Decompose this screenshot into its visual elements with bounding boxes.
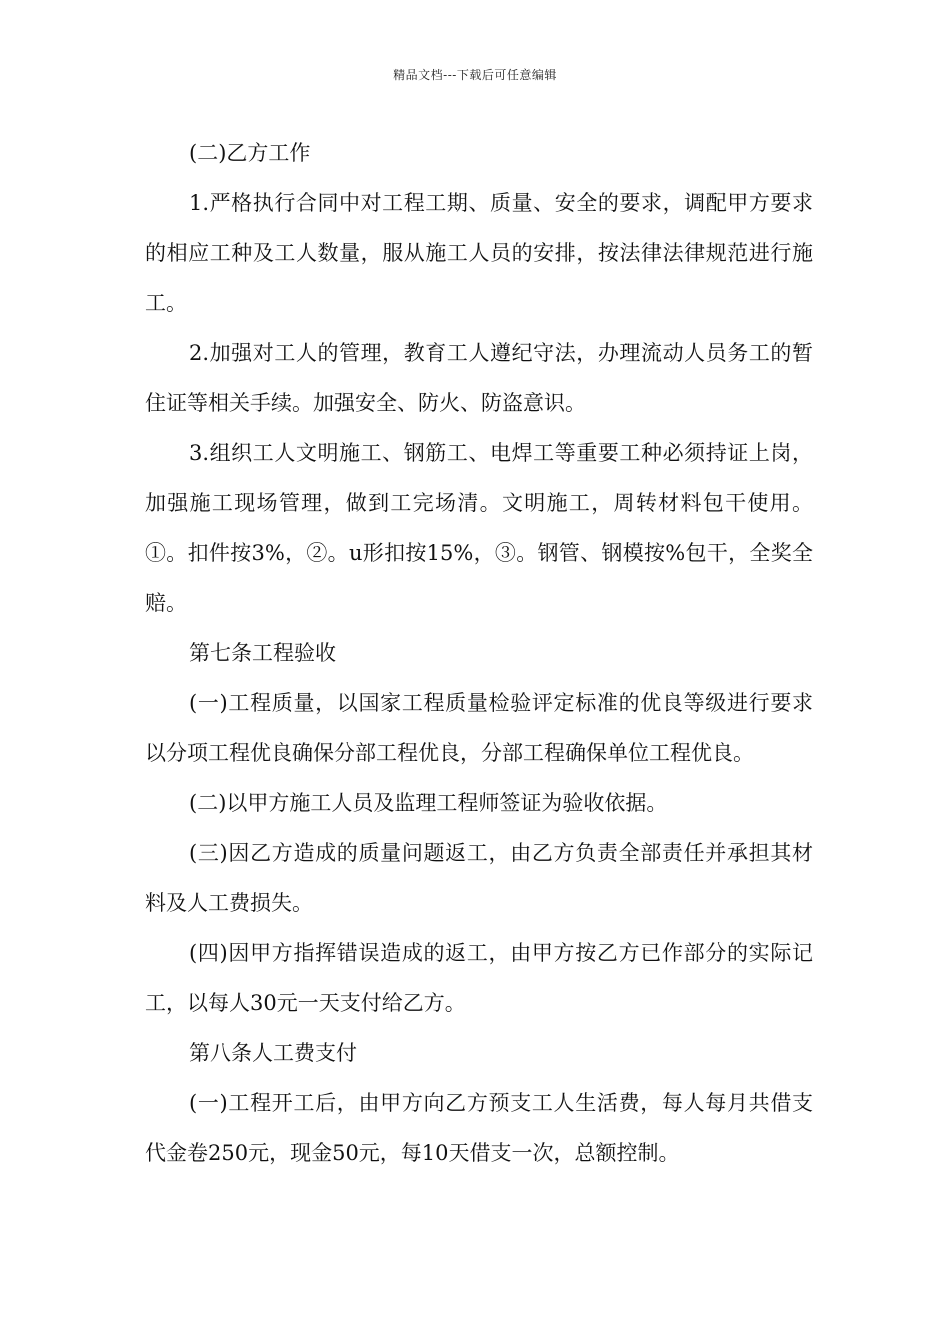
page-header: 精品文档---下载后可任意编辑 [393,68,557,82]
paragraph: (一)工程质量，以国家工程质量检验评定标准的优良等级进行要求以分项工程优良确保分部工程优良，分部工程确保单位工程优良。 [145,691,813,765]
article-heading: 第八条人工费支付 [189,1041,357,1065]
paragraph: 3.组织工人文明施工、钢筋工、电焊工等重要工种必须持证上岗，加强施工现场管理，做到工完场清。文明施工，周转材料包干使用。①。扣件按3%，②。u形扣按15%，③。钢管、钢模按%包干，全奖全赔。 [145,441,813,615]
document-body [145,128,813,1178]
paragraph: (二)以甲方施工人员及监理工程师签证为验收依据。 [189,791,668,815]
paragraph: (一)工程开工后，由甲方向乙方预支工人生活费，每人每月共借支代金卷250元，现金50元，每10天借支一次，总额控制。 [145,1091,813,1165]
paragraph: (四)因甲方指挥错误造成的返工，由甲方按乙方已作部分的实际记工，以每人30元一天支付给乙方。 [145,941,813,1015]
paragraph: 1.严格执行合同中对工程工期、质量、安全的要求，调配甲方要求的相应工种及工人数量，服从施工人员的安排，按法律法律规范进行施工。 [145,191,813,315]
section-heading: (二)乙方工作 [189,141,311,165]
paragraph: 2.加强对工人的管理，教育工人遵纪守法，办理流动人员务工的暂住证等相关手续。加强安全、防火、防盗意识。 [145,341,813,415]
paragraph: (三)因乙方造成的质量问题返工，由乙方负责全部责任并承担其材料及人工费损失。 [145,841,813,915]
article-heading: 第七条工程验收 [189,641,336,665]
